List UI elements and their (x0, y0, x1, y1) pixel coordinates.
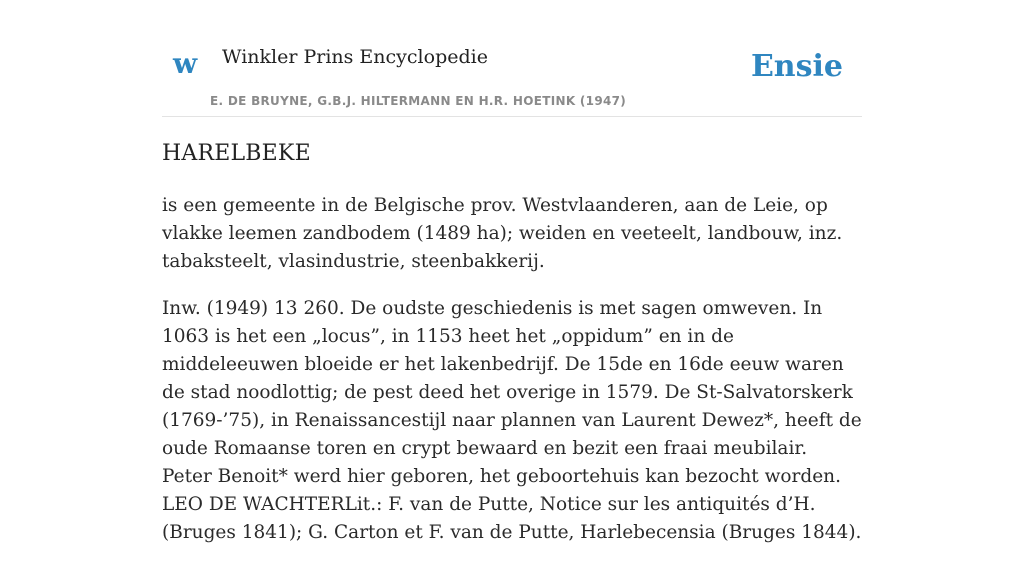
article-paragraph: is een gemeente in de Belgische prov. Westvlaanderen, aan de Leie, op vlakke leemen zandbodem (1489 ha); weiden en veeteelt, landbouw, inz. tabaksteelt, vlasindustrie, steenbakkerij. (162, 195, 843, 272)
article-title: HARELBEKE (162, 141, 311, 166)
source-header (162, 0, 862, 117)
article-body (162, 192, 862, 566)
source-authors: E. DE BRUYNE, G.B.J. HILTERMANN EN H.R. HOETINK (1947) (210, 94, 627, 108)
article-paragraph: Inw. (1949) 13 260. De oudste geschiedenis is met sagen omweven. In 1063 is het een „locus”, in 1153 heet het „oppidum” en in de middeleeuwen bloeide er het lakenbedrijf. De 15de en 16de eeuw waren de stad noodlottig; de pest deed het overige in 1579. De St-Salvatorskerk (1769-’75), in Renaissancestijl naar plannen van Laurent Dewez*, heeft de oude Romaanse toren en crypt bewaard en bezit een fraai meubilair. Peter Benoit* werd hier geboren, het geboortehuis kan bezocht worden. LEO DE WACHTERLit.: F. van de Putte, Notice sur les antiquités d’H. (Bruges 1841); G. Carton et F. van de Putte, Harlebecensia (Bruges 1844). (162, 298, 862, 543)
brand-logo[interactable]: Ensie (750, 49, 843, 84)
source-logo[interactable]: w (173, 47, 198, 80)
source-title[interactable]: Winkler Prins Encyclopedie (222, 46, 488, 68)
